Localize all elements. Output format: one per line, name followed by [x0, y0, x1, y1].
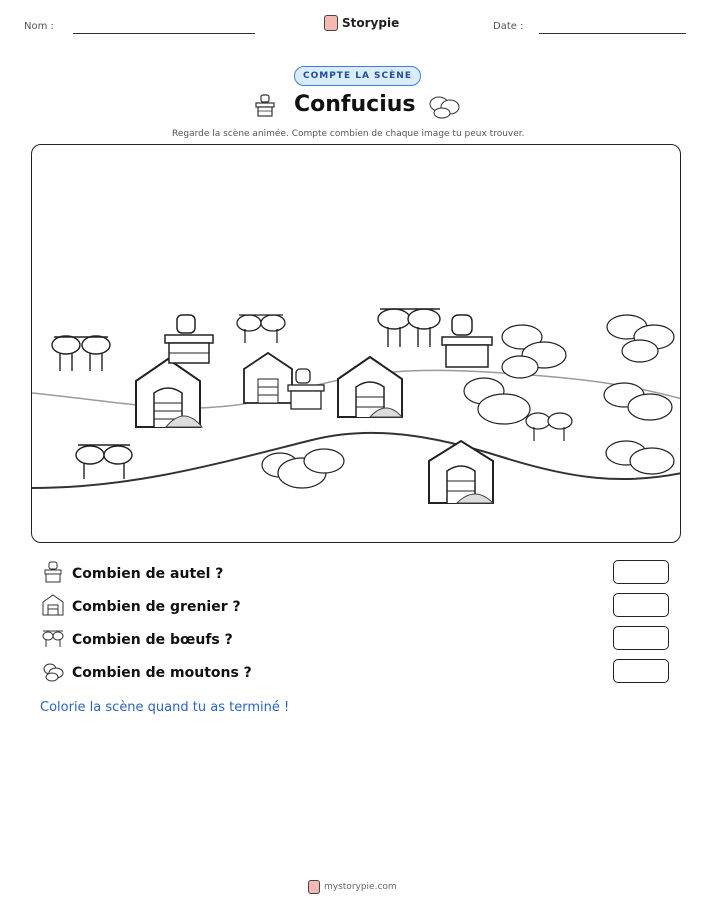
answer-box-altar[interactable] — [613, 560, 669, 584]
oxen-3 — [378, 309, 440, 347]
oxen-4 — [76, 445, 132, 479]
granary-icon — [42, 594, 64, 620]
oxen-1 — [52, 336, 110, 371]
granary-2 — [244, 353, 292, 403]
footer — [308, 880, 397, 894]
storypie-icon — [308, 880, 320, 894]
question-text: Combien de moutons ? — [72, 665, 252, 681]
question-row-oxen — [42, 627, 233, 653]
date-line[interactable] — [539, 33, 686, 34]
oxen-5 — [526, 413, 572, 441]
name-label: Nom : — [24, 21, 54, 32]
answer-box-granary[interactable] — [613, 593, 669, 617]
coloring-instruction: Colorie la scène quand tu as terminé ! — [40, 700, 290, 715]
activity-badge: COMPTE LA SCÈNE — [294, 66, 421, 86]
oxen-2 — [237, 315, 285, 343]
brand-logo — [324, 15, 399, 31]
sheep-group-3 — [262, 449, 344, 488]
date-label: Date : — [493, 21, 524, 32]
granary-3 — [338, 357, 402, 417]
granary-1 — [136, 359, 202, 427]
question-row-altar — [42, 561, 223, 587]
question-text: Combien de bœufs ? — [72, 632, 233, 648]
counting-scene — [31, 144, 681, 543]
instructions: Regarde la scène animée. Compte combien de chaque image tu peux trouver. — [172, 129, 525, 139]
question-row-sheep — [42, 660, 252, 686]
altar-1 — [165, 315, 213, 363]
page-title: Confucius — [294, 92, 416, 117]
altar-3 — [442, 315, 492, 367]
altar-icon — [42, 561, 64, 587]
footer-link[interactable]: mystorypie.com — [324, 882, 397, 892]
oxen-icon — [42, 627, 64, 653]
sheep-icon — [427, 92, 461, 120]
storypie-icon — [324, 15, 338, 31]
question-row-granary — [42, 594, 241, 620]
altar-2 — [288, 369, 324, 409]
question-text: Combien de grenier ? — [72, 599, 241, 615]
altar-icon — [252, 93, 278, 119]
scene-illustration — [32, 145, 680, 542]
answer-box-oxen[interactable] — [613, 626, 669, 650]
name-line[interactable] — [73, 33, 255, 34]
granary-4 — [429, 441, 493, 503]
answer-box-sheep[interactable] — [613, 659, 669, 683]
question-text: Combien de autel ? — [72, 566, 224, 582]
brand-name: Storypie — [342, 16, 400, 30]
sheep-icon — [42, 660, 64, 686]
